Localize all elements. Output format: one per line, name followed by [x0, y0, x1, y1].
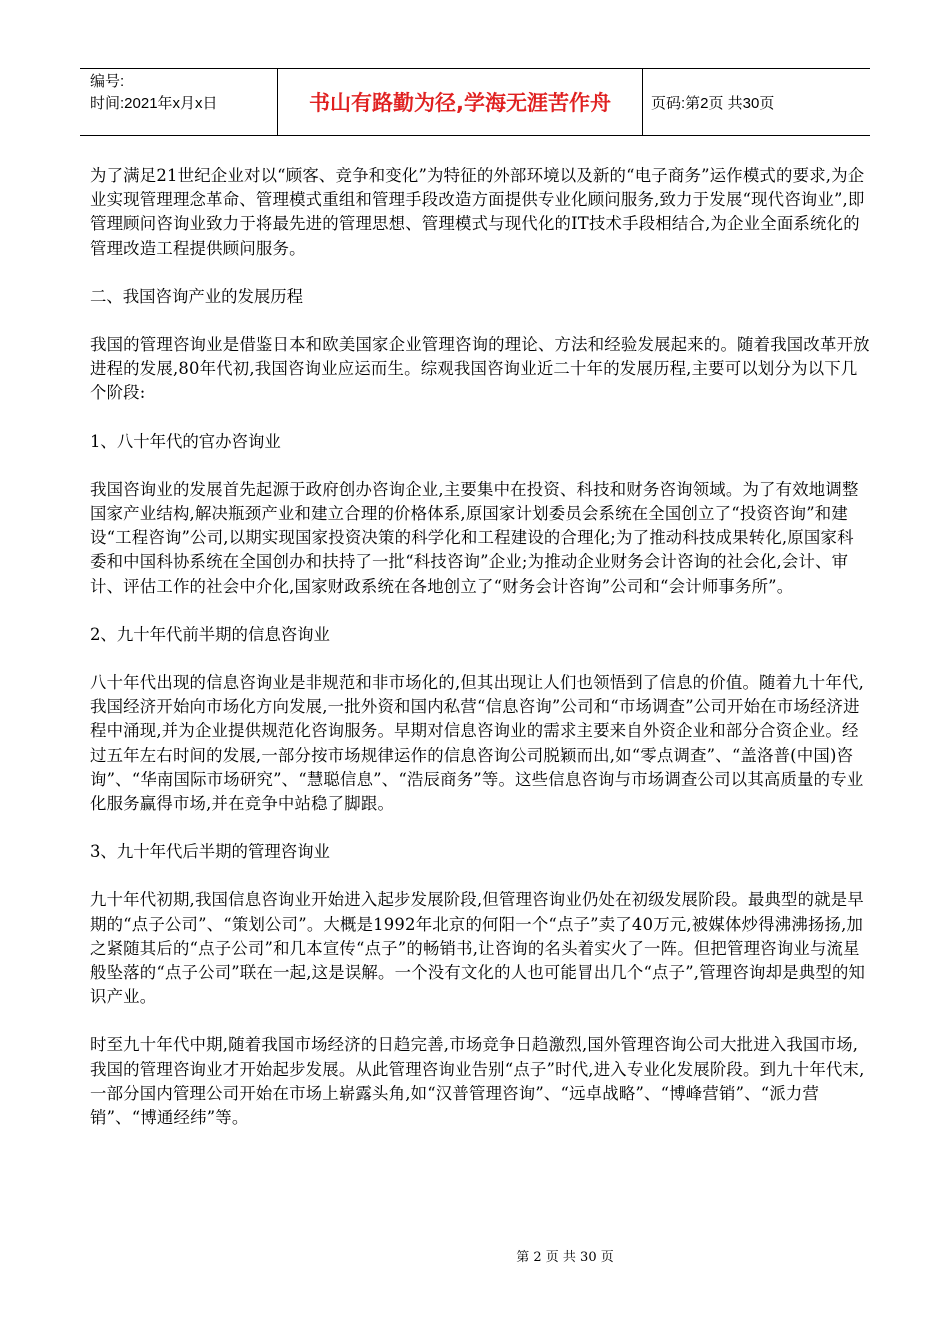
header-motto: 书山有路勤为径,学海无涯苦作舟 — [278, 69, 643, 135]
page-header — [80, 68, 870, 136]
page-footer: 第 2 页 共 30 页 — [516, 1250, 614, 1265]
paragraph-history: 我国的管理咨询业是借鉴日本和欧美国家企业管理咨询的理论、方法和经验发展起来的。随着我国改革开放进程的发展,80年代初,我国咨询业应运而生。综观我国咨询业近二十年的发展历程,主要可以划分为以下几个阶段: — [90, 335, 870, 403]
document-number-label: 编号: — [90, 73, 125, 90]
subsection-heading-2: 2、九十年代前半期的信息咨询业 — [90, 624, 330, 644]
paragraph-official-consulting: 我国咨询业的发展首先起源于政府创办咨询企业,主要集中在投资、科技和财务咨询领域。为了有效地调整国家产业结构,解决瓶颈产业和建立合理的价格体系,原国家计划委员会系统在全国创立了“投资咨询”和建设“工程咨询”公司,以期实现国家投资决策的科学化和工程建设的合理化;为了推动科技成果转化,原国家科委和中国科协系统在全国创办和扶持了一批“科技咨询”企业;为推动企业财务会计咨询的社会化,会计、审计、评估工作的社会中介化,国家财政系统在各地创立了“财务会计咨询”公司和“会计师事务所”。 — [90, 479, 859, 596]
header-page-code: 页码:第2页 共30页 — [651, 94, 775, 112]
document-body — [90, 164, 870, 1154]
paragraph-information-consulting: 八十年代出现的信息咨询业是非规范和非市场化的,但其出现让人们也领悟到了信息的价值。随着九十年代,我国经济开始向市场化方向发展,一批外资和国内私营“信息咨询”公司和“市场调查”公司开始在市场经济进程中涌现,并为企业提供规范化咨询服务。早期对信息咨询业的需求主要来自外资企业和部分合资企业。经过五年左右时间的发展,一部分按市场规律运作的信息咨询公司脱颖而出,如“零点调查”、“盖洛普(中国)咨询”、“华南国际市场研究”、“慧聪信息”、“浩辰商务”等。这些信息咨询与市场调查公司以其高质量的专业化服务赢得市场,并在竞争中站稳了脚跟。 — [90, 673, 864, 814]
section-heading-2: 二、我国咨询产业的发展历程 — [90, 286, 304, 306]
header-meta — [80, 69, 278, 135]
paragraph-intro: 为了满足21世纪企业对以“顾客、竞争和变化”为特征的外部环境以及新的“电子商务”运作模式的要求,为企业实现管理理念革命、管理模式重组和管理手段改造方面提供专业化顾问服务,致力于发展“现代咨询业”,即管理顾问咨询业致力于将最先进的管理思想、管理模式与现代化的IT技术手段相结合,为企业全面系统化的管理改造工程提供顾问服务。 — [90, 166, 865, 258]
subsection-heading-1: 1、八十年代的官办咨询业 — [90, 431, 281, 451]
subsection-heading-3: 3、九十年代后半期的管理咨询业 — [90, 842, 330, 862]
document-time-label: 时间:2021年x月x日 — [90, 95, 218, 112]
paragraph-mid-nineties: 时至九十年代中期,随着我国市场经济的日趋完善,市场竞争日趋激烈,国外管理咨询公司大批进入我国市场,我国的管理咨询业才开始起步发展。从此管理咨询业告别“点子”时代,进入专业化发展阶段。到九十年代末,一部分国内管理公司开始在市场上崭露头角,如“汉普管理咨询”、“远卓战略”、“博峰营销”、“派力营销”、“博通经纬”等。 — [90, 1035, 865, 1128]
paragraph-management-consulting: 九十年代初期,我国信息咨询业开始进入起步发展阶段,但管理咨询业仍处在初级发展阶段。最典型的就是早期的“点子公司”、“策划公司”。大概是1992年北京的何阳一个“点子”卖了40万元,被媒体炒得沸沸扬扬,加之紧随其后的“点子公司”和几本宣传“点子”的畅销书,让咨询的名头着实火了一阵。但把管理咨询业与流星般坠落的“点子公司”联在一起,这是误解。一个没有文化的人也可能冒出几个“点子”,管理咨询却是典型的知识产业。 — [90, 890, 866, 1007]
